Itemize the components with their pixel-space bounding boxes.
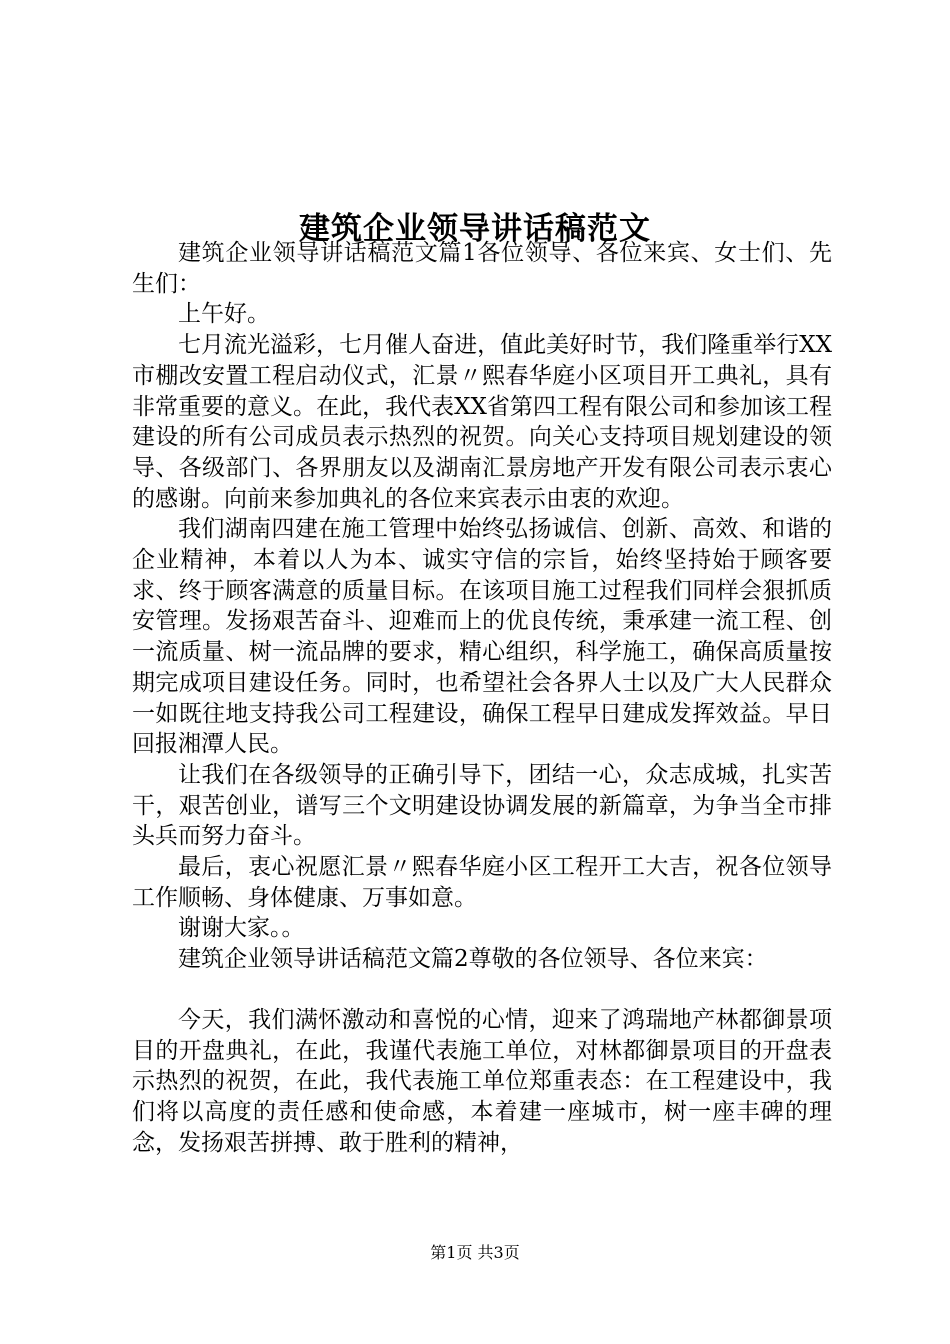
paragraph-good-morning: 上午好。 (178, 301, 270, 328)
page-footer: 第1页 共3页 (430, 1243, 520, 1262)
paragraph-speech-2-heading: 建筑企业领导讲话稿范文篇2尊敬的各位领导、各位来宾： (178, 946, 768, 973)
paragraph-thanks: 谢谢大家。。 (178, 915, 305, 942)
paragraph-unity: 让我们在各级领导的正确引导下，团结一心，众志成城，扎实苦干，艰苦创业，谱写三个文明建设协调发展的新篇章，为争当全市排头兵而努力奋斗。 (132, 761, 832, 850)
paragraph-greeting: 建筑企业领导讲话稿范文篇1各位领导、各位来宾、女士们、先生们： (132, 240, 832, 297)
document-body (132, 238, 832, 1158)
paragraph-ceremony: 七月流光溢彩，七月催人奋进，值此美好时节，我们隆重举行XX市棚改安置工程启动仪式，汇景〃熙春华庭小区项目开工典礼，具有非常重要的意义。在此，我代表XX省第四工程有限公司和参加该工程建设的所有公司成员表示热烈的祝贺。向关心支持项目规划建设的领导、各级部门、各界朋友以及湖南汇景房地产开发有限公司表示衷心的感谢。向前来参加典礼的各位来宾表示由衷的欢迎。 (132, 332, 832, 512)
paragraph-wishes: 最后，衷心祝愿汇景〃熙春华庭小区工程开工大吉，祝各位领导工作顺畅、身体健康、万事如意。 (132, 854, 832, 911)
document-title: 建筑企业领导讲话稿范文 (299, 210, 651, 247)
paragraph-company-spirit: 我们湖南四建在施工管理中始终弘扬诚信、创新、高效、和谐的企业精神，本着以人为本、诚实守信的宗旨，始终坚持始于顾客要求、终于顾客满意的质量目标。在该项目施工过程我们同样会狠抓质安管理。发扬艰苦奋斗、迎难而上的优良传统，秉承建一流工程、创一流质量、树一流品牌的要求，精心组织，科学施工，确保高质量按期完成项目建设任务。同时，也希望社会各界人士以及广大人民群众一如既往地支持我公司工程建设，确保工程早日建成发挥效益。早日回报湘潭人民。 (132, 516, 832, 758)
paragraph-opening-ceremony: 今天，我们满怀激动和喜悦的心情，迎来了鸿瑞地产林都御景项目的开盘典礼，在此，我谨代表施工单位，对林都御景项目的开盘表示热烈的祝贺，在此，我代表施工单位郑重表态：在工程建设中，我们将以高度的责任感和使命感，本着建一座城市，树一座丰碑的理念，发扬艰苦拼搏、敢于胜利的精神， (132, 1006, 832, 1156)
